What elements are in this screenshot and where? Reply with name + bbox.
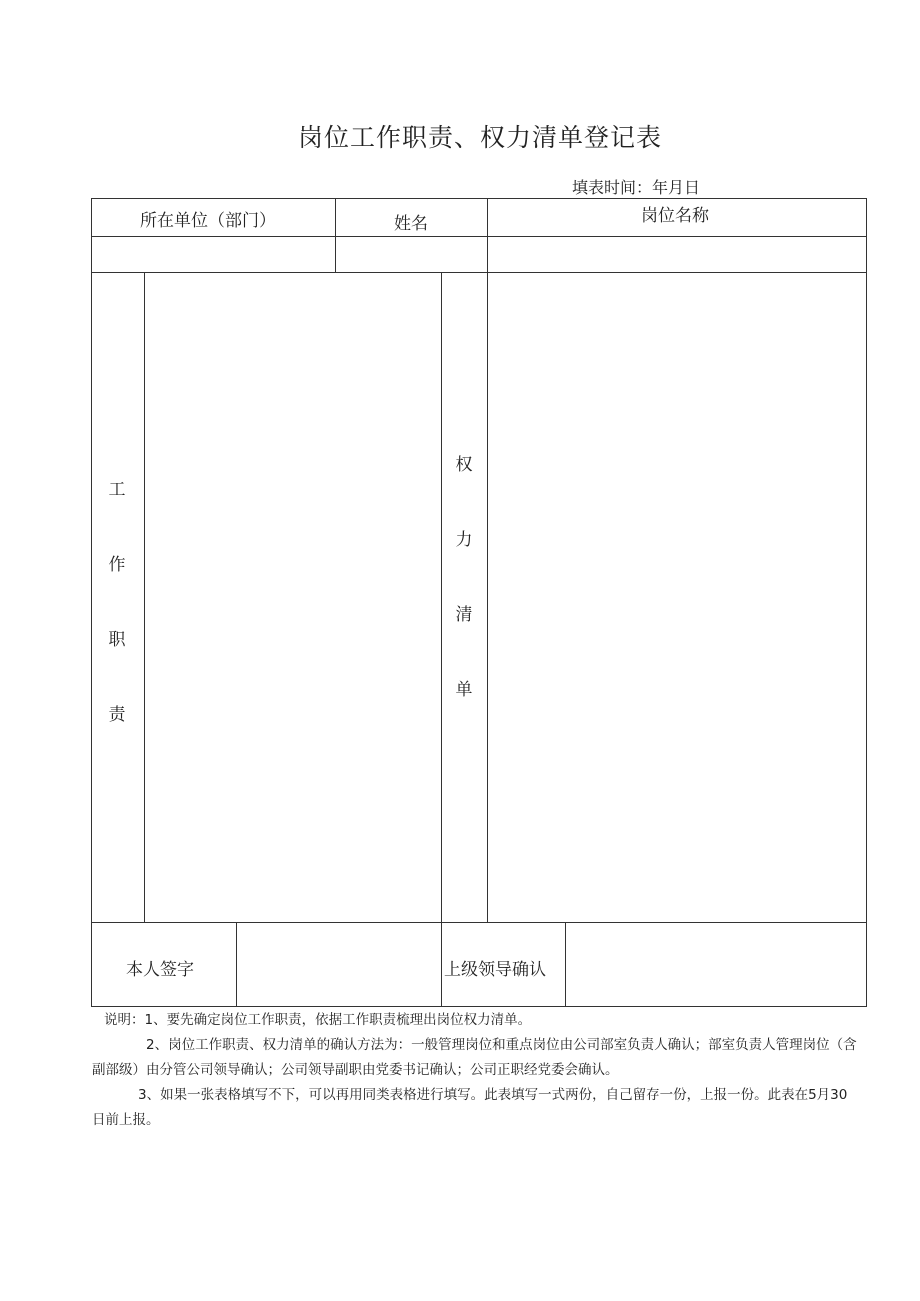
note-item: 3、如果一张表格填写不下，可以再用同类表格进行填写。此表填写一式两份，自己留存一份，上报一份。此表在5月30日前上报。 (92, 1087, 848, 1128)
table-row-divider (91, 272, 867, 273)
table-border-bottom (91, 1006, 867, 1007)
power-label-char: 清 (455, 605, 473, 625)
power-label-char: 单 (455, 680, 473, 700)
duties-label-char: 责 (108, 705, 126, 725)
note-item: 2、岗位工作职责、权力清单的确认方法为：一般管理岗位和重点岗位由公司部室负责人确认；部室负责人管理岗位（含副部级）由分管公司领导确认；公司领导副职由党委书记确认；公司正职经党委会确认。 (92, 1037, 857, 1078)
table-col-divider (335, 198, 336, 273)
table-border-left (91, 198, 92, 1007)
position-header: 岗位名称 (641, 206, 709, 226)
table-row-divider (91, 922, 867, 923)
table-row-divider (91, 236, 867, 237)
duties-label-char: 职 (108, 630, 126, 650)
duties-label (105, 475, 129, 775)
table-col-divider (144, 272, 145, 923)
unit-header: 所在单位（部门） (140, 211, 276, 231)
table-col-divider (565, 922, 566, 1007)
form-title: 岗位工作职责、权力清单登记表 (297, 123, 662, 152)
leader-confirm-label: 上级领导确认 (444, 960, 546, 980)
table-border-right (866, 198, 867, 1007)
duties-label-char: 工 (108, 480, 126, 500)
note-item: 说明：1、要先确定岗位工作职责，依据工作职责梳理出岗位权力清单。 (104, 1012, 532, 1028)
table-col-divider (487, 198, 488, 923)
power-list-label (452, 450, 476, 750)
name-header: 姓名 (394, 214, 428, 234)
table-col-divider (441, 272, 442, 1007)
fill-date-label: 填表时间：年月日 (572, 178, 701, 197)
table-col-divider (236, 922, 237, 1007)
power-label-char: 力 (455, 530, 473, 550)
table-border-top (91, 198, 867, 199)
instructions-notes (92, 1008, 858, 1133)
duties-label-char: 作 (108, 555, 126, 575)
power-label-char: 权 (455, 455, 473, 475)
signature-label: 本人签字 (126, 960, 194, 980)
